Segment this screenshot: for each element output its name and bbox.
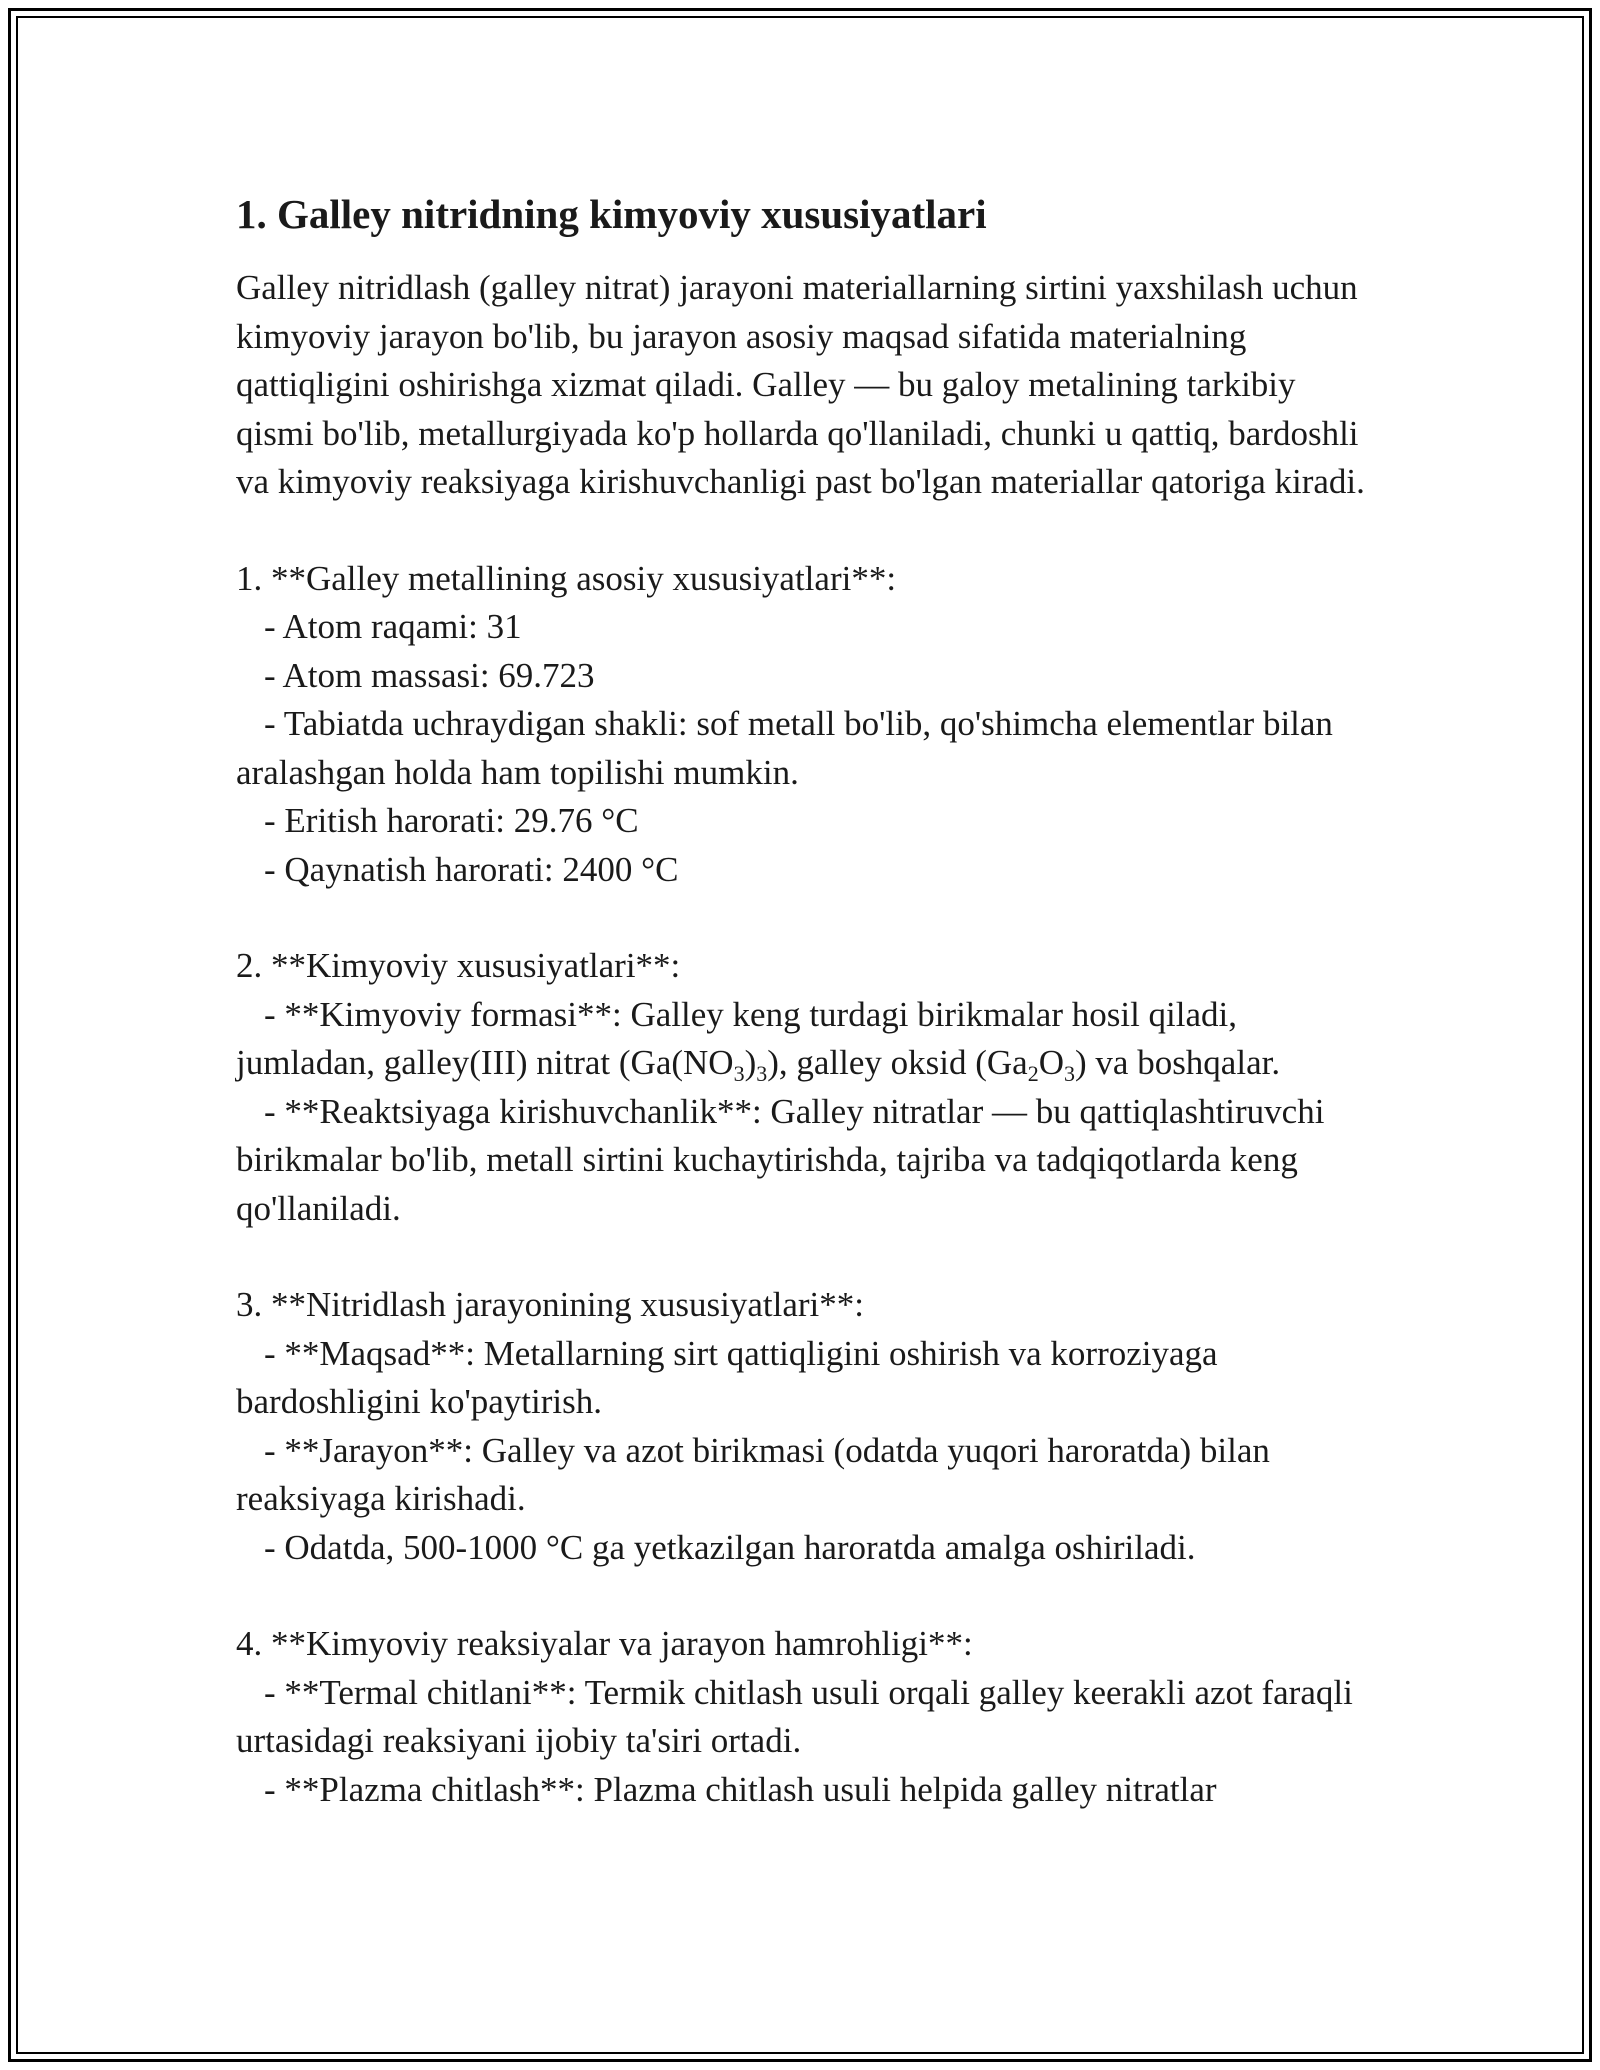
section-4-item-plasma: - **Plazma chitlash**: Plazma chitlash usuli helpida galley nitratlar (264, 1769, 1217, 1809)
section-3-item-temperature: - Odatda, 500-1000 °C ga yetkazilgan haroratda amalga oshiriladi. (264, 1527, 1196, 1567)
section-3-item-purpose: - **Maqsad**: Metallarning sirt qattiqligini oshirish va korroziyaga bardoshligini ko'paytirish. (236, 1333, 1218, 1421)
section-2-item-chemical-form: - **Kimyoviy formasi**: Galley keng turdagi birikmalar hosil qiladi, jumladan, galley(III) nitrat $(Ga(NO_3)_3)$, galley oksid $(Ga_2O_3)$ va boshqalar. (236, 994, 1281, 1086)
document-title: 1. Galley nitridning kimyoviy xususiyatlari (236, 191, 987, 237)
section-4-heading: 4. **Kimyoviy reaksiyalar va jarayon hamrohligi**: (236, 1624, 973, 1663)
section-2-heading: 2. **Kimyoviy xususiyatlari**: (236, 946, 681, 985)
section-3-item-process: - **Jarayon**: Galley va azot birikmasi (odatda yuqori haroratda) bilan reaksiyaga kirishadi. (236, 1430, 1270, 1518)
section-1-item-boiling-point: - Qaynatish harorati: 2400 °C (264, 849, 679, 889)
section-1-item-atomic-number: - Atom raqami: 31 (264, 607, 522, 646)
section-1-item-natural-form: - Tabiatda uchraydigan shakli: sof metall bo'lib, qo'shimcha elementlar bilan aralashgan holda ham topilishi mumkin. (236, 704, 1333, 792)
section-2-item-reactivity: - **Reaktsiyaga kirishuvchanlik**: Galley nitratlar — bu qattiqlashtiruvchi birikmalar bo'lib, metall sirtini kuchaytirishda, tajriba va tadqiqotlarda keng qo'llaniladi. (236, 1091, 1325, 1228)
intro-paragraph: Galley nitridlash (galley nitrat) jarayoni materiallarning sirtini yaxshilash uchun kimyoviy jarayon bo'lib, bu jarayon asosiy maqsad sifatida materialning qattiqligini oshirishga xizmat qiladi. Galley — bu galoy metalining tarkibiy qismi bo'lib, metallurgiyada ko'p hollarda qo'llaniladi, chunki u qattiq, bardoshli va kimyoviy reaksiyaga kirishuvchanligi past bo'lgan materiallar qatoriga kiradi. (236, 268, 1365, 501)
section-1-item-atomic-mass: - Atom massasi: 69.723 (264, 655, 595, 695)
document-body (236, 186, 1366, 1814)
section-4-item-thermal: - **Termal chitlani**: Termik chitlash usuli orqali galley keerakli azot faraqli urtasidagi reaksiyani ijobiy ta'siri ortadi. (236, 1672, 1353, 1760)
spacer (236, 894, 1366, 942)
spacer (236, 507, 1366, 555)
section-1-heading: 1. **Galley metallining asosiy xususiyatlari**: (236, 558, 897, 598)
section-3-heading: 3. **Nitridlash jarayonining xususiyatlari**: (236, 1285, 864, 1324)
spacer (236, 1233, 1366, 1281)
section-1-item-melting-point: - Eritish harorati: 29.76 °C (264, 801, 639, 840)
spacer (236, 1572, 1366, 1620)
